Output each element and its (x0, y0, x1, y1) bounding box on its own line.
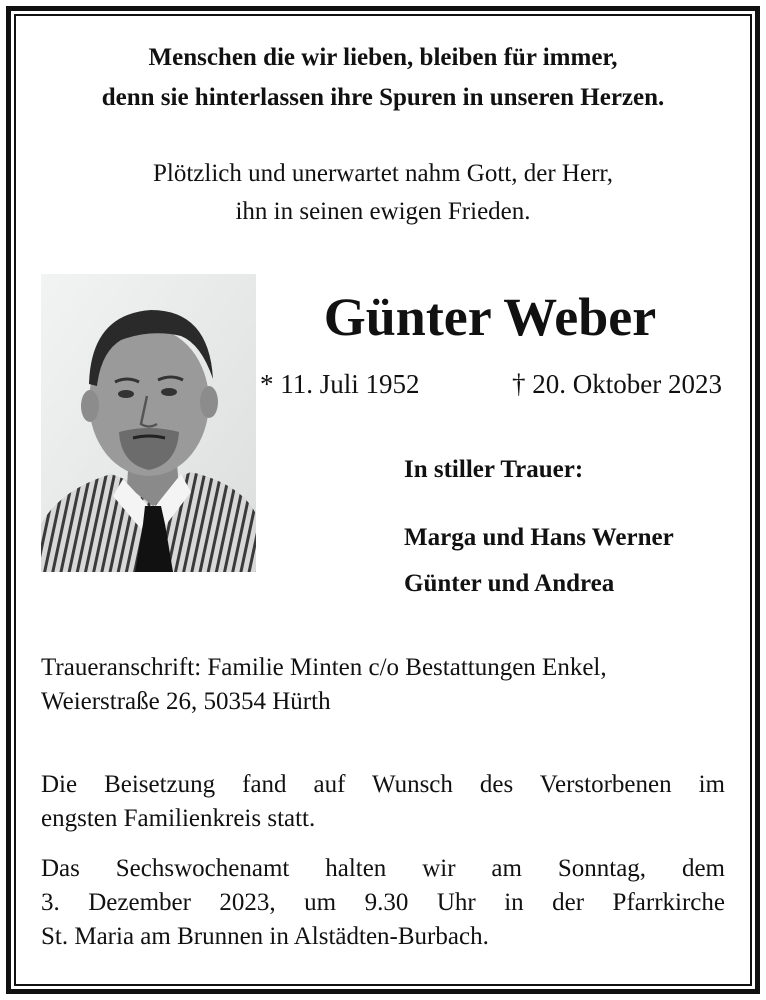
mourning-address (41, 651, 725, 719)
intro-line-2: ihn in seinen ewigen Frieden. (235, 198, 531, 225)
birth-date: * 11. Juli 1952 (260, 369, 420, 399)
death-date: † 20. Oktober 2023 (512, 369, 722, 399)
portrait-illustration (41, 274, 256, 572)
burial-line-2: engsten Familienkreis statt. (41, 805, 316, 832)
deceased-name: Günter Weber (323, 287, 657, 347)
service-line-3: St. Maria am Brunnen in Alstädten-Burbach. (41, 923, 489, 950)
motto-line-2: denn sie hinterlassen ihre Spuren in unseren Herzen. (101, 84, 665, 111)
motto (20, 38, 746, 118)
mourning-label: In stiller Trauer: (404, 456, 584, 483)
mourner: Marga und Hans Werner (404, 524, 674, 551)
intro-text (20, 155, 746, 231)
mourner: Günter und Andrea (404, 570, 615, 597)
mourners-list (404, 515, 674, 607)
burial-notice (41, 768, 725, 836)
memorial-service-notice (41, 852, 725, 954)
motto-line-1: Menschen die wir lieben, bleiben für immer, (148, 44, 618, 71)
portrait-photo (41, 274, 256, 572)
address-line-1: Traueranschrift: Familie Minten c/o Bestattungen Enkel, (41, 654, 607, 681)
service-line-2: 3. Dezember 2023, um 9.30 Uhr in der Pfarrkirche (41, 889, 725, 916)
service-line-1: Das Sechswochenamt halten wir am Sonntag, dem (41, 855, 725, 882)
address-line-2: Weierstraße 26, 50354 Hürth (41, 688, 331, 715)
burial-line-1: Die Beisetzung fand auf Wunsch des Verstorbenen im (41, 771, 725, 798)
intro-line-1: Plötzlich und unerwartet nahm Gott, der Herr, (153, 160, 613, 187)
